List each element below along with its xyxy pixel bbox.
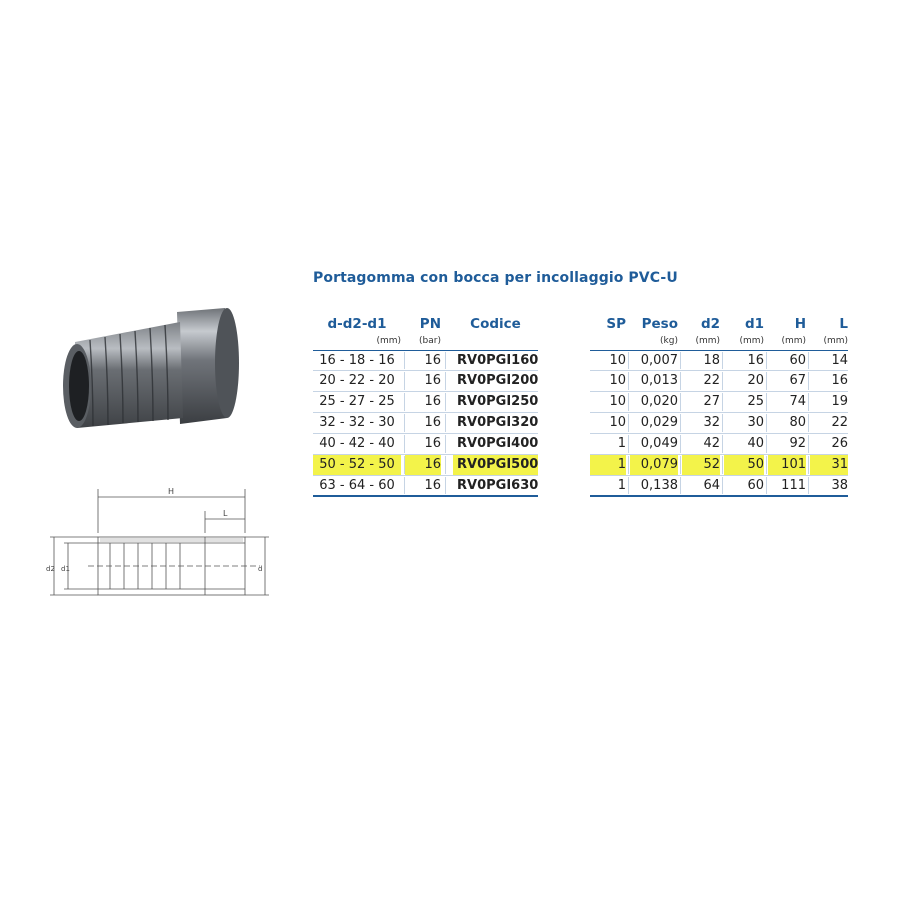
table-cell: 0,049	[640, 436, 678, 451]
units-row	[313, 336, 538, 350]
table-cell: 16 - 18 - 16	[319, 353, 395, 368]
column-separator	[628, 414, 629, 432]
table-cell: 16	[405, 455, 441, 475]
column-separator	[808, 435, 809, 453]
column-separator	[808, 477, 809, 494]
column-unit: (mm)	[781, 336, 806, 346]
table-cell: 1	[590, 455, 626, 475]
column-separator	[445, 393, 446, 411]
label-d: d	[258, 565, 263, 573]
table-cell: 1	[617, 478, 626, 493]
column-separator	[808, 372, 809, 390]
table-cell: 50 - 52 - 50	[313, 455, 401, 475]
table-cell: 111	[781, 478, 806, 493]
column-separator	[680, 393, 681, 411]
table-cell: 0,138	[640, 478, 678, 493]
column-separator	[445, 372, 446, 390]
column-header: PN	[419, 316, 441, 332]
column-separator	[680, 352, 681, 369]
table-cell: 50	[724, 455, 764, 475]
column-separator	[722, 435, 723, 453]
table-cell: 40	[747, 436, 764, 451]
table-cell: 74	[789, 394, 806, 409]
product-title: Portagomma con bocca per incollaggio PVC-U	[313, 270, 678, 286]
table-row	[590, 434, 848, 455]
column-header: SP	[606, 316, 626, 332]
table-cell: 20 - 22 - 20	[319, 373, 395, 388]
table-row	[590, 476, 848, 497]
column-separator	[628, 435, 629, 453]
dimensions-table	[313, 312, 538, 497]
table-cell: 101	[768, 455, 806, 475]
column-unit: (mm)	[823, 336, 848, 346]
table-cell: RV0PGI250	[457, 394, 539, 409]
table-cell: 16	[424, 436, 441, 451]
units-row	[590, 336, 848, 350]
table-row	[313, 455, 538, 476]
column-separator	[808, 414, 809, 432]
table-cell: RV0PGI320	[457, 415, 539, 430]
column-separator	[680, 414, 681, 432]
table-row	[313, 413, 538, 434]
column-separator	[628, 477, 629, 494]
table-row	[313, 476, 538, 497]
column-header: H	[794, 316, 806, 332]
table-cell: 25 - 27 - 25	[319, 394, 395, 409]
table-cell: 16	[424, 415, 441, 430]
label-d2: d2	[46, 565, 55, 573]
column-header: Codice	[470, 316, 521, 332]
column-header: d-d2-d1	[327, 316, 387, 332]
column-unit: (bar)	[419, 336, 441, 346]
table-cell: 16	[424, 373, 441, 388]
table-cell: 52	[682, 455, 720, 475]
table-cell: 16	[424, 353, 441, 368]
table-cell: 22	[831, 415, 848, 430]
column-header: d1	[744, 316, 764, 332]
column-separator	[628, 456, 629, 474]
label-d1: d1	[61, 565, 70, 573]
column-unit: (mm)	[376, 336, 401, 346]
table-cell: RV0PGI630	[457, 478, 539, 493]
column-separator	[628, 352, 629, 369]
table-cell: 22	[703, 373, 720, 388]
column-unit: (mm)	[695, 336, 720, 346]
column-separator	[722, 393, 723, 411]
column-separator	[766, 393, 767, 411]
table-header	[313, 312, 538, 336]
table-cell: 18	[703, 353, 720, 368]
table-row	[590, 371, 848, 392]
column-separator	[445, 435, 446, 453]
column-unit: (mm)	[739, 336, 764, 346]
table-row	[313, 350, 538, 371]
column-separator	[445, 414, 446, 432]
label-H: H	[168, 487, 175, 496]
column-separator	[766, 477, 767, 494]
table-row	[590, 392, 848, 413]
table-cell: 60	[747, 478, 764, 493]
column-header: Peso	[641, 316, 678, 332]
column-separator	[722, 372, 723, 390]
column-header: L	[839, 316, 848, 332]
table-row	[590, 455, 848, 476]
table-header	[590, 312, 848, 336]
column-separator	[808, 393, 809, 411]
table-row	[590, 413, 848, 434]
table-cell: 20	[747, 373, 764, 388]
table-cell: 0,079	[630, 455, 678, 475]
table-cell: 0,029	[640, 415, 678, 430]
column-separator	[722, 477, 723, 494]
table-cell: 25	[747, 394, 764, 409]
column-separator	[766, 414, 767, 432]
table-cell: 38	[831, 478, 848, 493]
column-separator	[445, 456, 446, 474]
column-separator	[766, 372, 767, 390]
column-separator	[766, 352, 767, 369]
column-header: d2	[700, 316, 720, 332]
table-row	[590, 350, 848, 371]
table-cell: 40 - 42 - 40	[319, 436, 395, 451]
product-photo	[55, 300, 255, 450]
column-separator	[766, 456, 767, 474]
label-L: L	[223, 509, 228, 518]
table-cell: 16	[424, 478, 441, 493]
table-cell: 19	[831, 394, 848, 409]
column-separator	[722, 414, 723, 432]
column-separator	[808, 456, 809, 474]
table-cell: 0,020	[640, 394, 678, 409]
table-cell: 31	[810, 455, 848, 475]
column-separator	[722, 352, 723, 369]
table-cell: 32	[703, 415, 720, 430]
table-cell: 67	[789, 373, 806, 388]
table-cell: 92	[789, 436, 806, 451]
column-separator	[445, 352, 446, 369]
column-separator	[722, 456, 723, 474]
table-cell: 0,013	[640, 373, 678, 388]
table-cell: 60	[789, 353, 806, 368]
table-cell: RV0PGI500	[453, 455, 538, 475]
table-cell: 10	[609, 373, 626, 388]
table-cell: 10	[609, 353, 626, 368]
table-row	[313, 392, 538, 413]
table-cell: 10	[609, 394, 626, 409]
specs-table	[590, 312, 848, 497]
column-separator	[680, 372, 681, 390]
table-row	[313, 434, 538, 455]
table-cell: 26	[831, 436, 848, 451]
table-cell: RV0PGI160	[457, 353, 539, 368]
table-cell: 1	[617, 436, 626, 451]
table-cell: RV0PGI400	[457, 436, 539, 451]
column-unit: (kg)	[660, 336, 678, 346]
table-cell: 16	[424, 394, 441, 409]
column-separator	[680, 435, 681, 453]
column-separator	[445, 477, 446, 494]
column-separator	[680, 456, 681, 474]
column-separator	[680, 477, 681, 494]
table-cell: 64	[703, 478, 720, 493]
table-cell: 32 - 32 - 30	[319, 415, 395, 430]
table-cell: 30	[747, 415, 764, 430]
column-separator	[766, 435, 767, 453]
column-separator	[628, 372, 629, 390]
table-cell: 27	[703, 394, 720, 409]
table-cell: 63 - 64 - 60	[319, 478, 395, 493]
column-separator	[808, 352, 809, 369]
table-cell: 16	[747, 353, 764, 368]
table-cell: 0,007	[640, 353, 678, 368]
table-cell: 10	[609, 415, 626, 430]
table-cell: RV0PGI200	[457, 373, 539, 388]
column-separator	[628, 393, 629, 411]
table-cell: 80	[789, 415, 806, 430]
technical-drawing	[40, 485, 280, 610]
table-cell: 14	[831, 353, 848, 368]
table-cell: 42	[703, 436, 720, 451]
table-row	[313, 371, 538, 392]
table-cell: 16	[831, 373, 848, 388]
